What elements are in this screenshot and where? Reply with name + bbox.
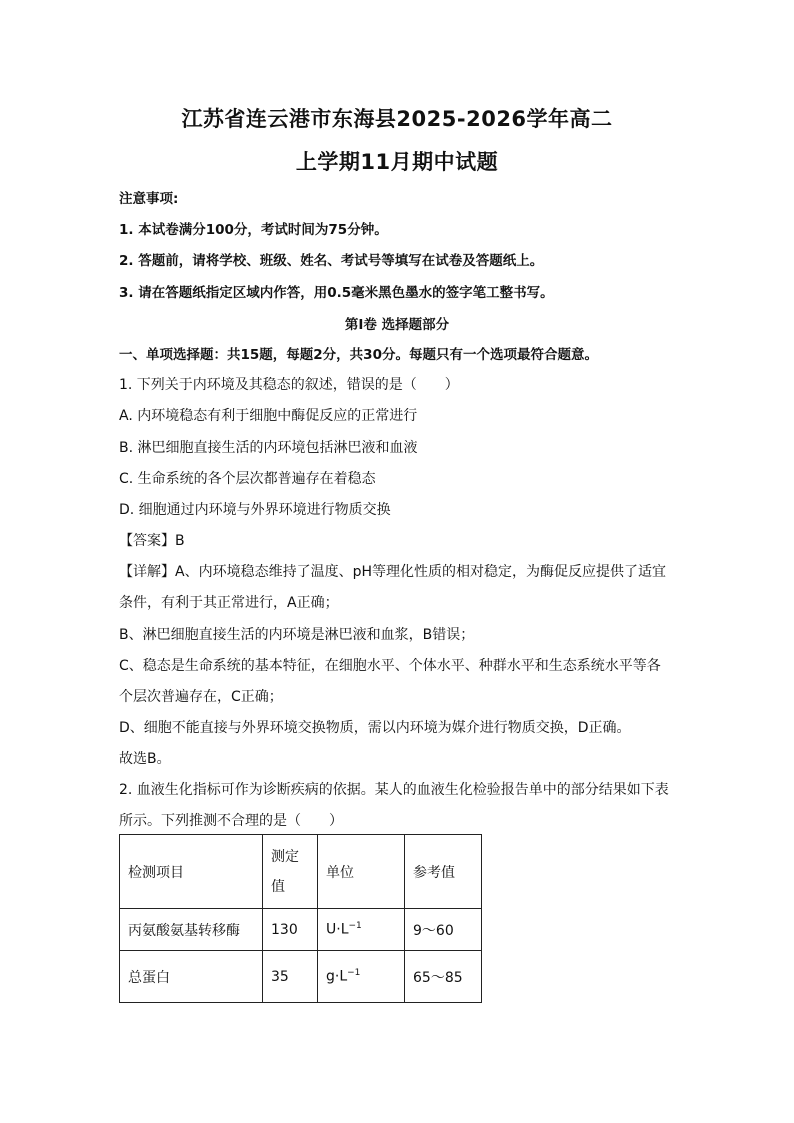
table-cell-unit — [318, 951, 405, 1003]
explanation-line: 条件，有利于其正常进行，A正确； — [119, 595, 339, 611]
question-1-option-a: A. 内环境稳态有利于细胞中酶促反应的正常进行 — [119, 408, 418, 424]
table-cell-unit — [318, 909, 405, 951]
question-1-stem: 1. 下列关于内环境及其稳态的叙述，错误的是（ ） — [119, 377, 459, 393]
explanation-line: D、细胞不能直接与外界环境交换物质，需以内环境为媒介进行物质交换，D正确。 — [119, 720, 631, 736]
question-2-stem: 2. 血液生化指标可作为诊断疾病的依据。某人的血液生化检验报告单中的部分结果如下表 — [119, 782, 669, 798]
note-item: 1. 本试卷满分100分，考试时间为75分钟。 — [119, 222, 388, 238]
unit-base: g·L — [326, 968, 348, 985]
question-2-stem-cont: 所示。下列推测不合理的是（ ） — [119, 813, 343, 829]
table-cell-item: 丙氨酸氨基转移酶 — [120, 909, 263, 951]
question-1-answer: 【答案】B — [119, 533, 185, 549]
header-cell: 单位 — [318, 835, 405, 909]
header-cell — [263, 835, 318, 909]
section-title: 第Ⅰ卷 选择题部分 — [344, 317, 450, 333]
blood-test-table — [119, 834, 482, 1003]
header-cell: 参考值 — [405, 835, 482, 909]
part-heading: 一、单项选择题：共15题，每题2分，共30分。每题只有一个选项最符合题意。 — [119, 347, 598, 363]
explanation-line: B、淋巴细胞直接生活的内环境是淋巴液和血浆，B错误； — [119, 627, 475, 643]
question-1-option-b: B. 淋巴细胞直接生活的内环境包括淋巴液和血液 — [119, 440, 418, 456]
table-cell-ref: 65～85 — [405, 951, 482, 1003]
question-1-option-d: D. 细胞通过内环境与外界环境进行物质交换 — [119, 502, 391, 518]
note-item: 3. 请在答题纸指定区域内作答，用0.5毫米黑色墨水的签字笔工整书写。 — [119, 285, 554, 301]
unit-exponent: −1 — [347, 968, 361, 979]
header-cell-text: 值 — [271, 878, 285, 895]
notes-heading: 注意事项: — [119, 191, 179, 207]
table-row — [120, 909, 482, 951]
unit-base: U·L — [326, 921, 349, 938]
explanation-line: C、稳态是生命系统的基本特征，在细胞水平、个体水平、种群水平和生态系统水平等各 — [119, 658, 661, 674]
note-item: 2. 答题前，请将学校、班级、姓名、考试号等填写在试卷及答题纸上。 — [119, 253, 544, 269]
explanation-conclusion: 故选B。 — [119, 751, 171, 767]
exam-title-line2: 上学期11月期中试题 — [295, 150, 499, 174]
table-row — [120, 951, 482, 1003]
explanation-line: 个层次普遍存在，C正确； — [119, 689, 283, 705]
table-cell-value: 35 — [263, 951, 318, 1003]
table-cell-value: 130 — [263, 909, 318, 951]
table-header-row — [120, 835, 482, 909]
table-cell-item: 总蛋白 — [120, 951, 263, 1003]
explanation-line: 【详解】A、内环境稳态维持了温度、pH等理化性质的相对稳定，为酶促反应提供了适宜 — [119, 564, 666, 580]
header-cell-text: 测定 — [271, 848, 299, 865]
question-1-option-c: C. 生命系统的各个层次都普遍存在着稳态 — [119, 471, 376, 487]
header-cell: 检测项目 — [120, 835, 263, 909]
table-cell-ref: 9～60 — [405, 909, 482, 951]
exam-title-line1: 江苏省连云港市东海县2025-2026学年高二 — [181, 107, 613, 131]
unit-exponent: −1 — [348, 921, 362, 932]
